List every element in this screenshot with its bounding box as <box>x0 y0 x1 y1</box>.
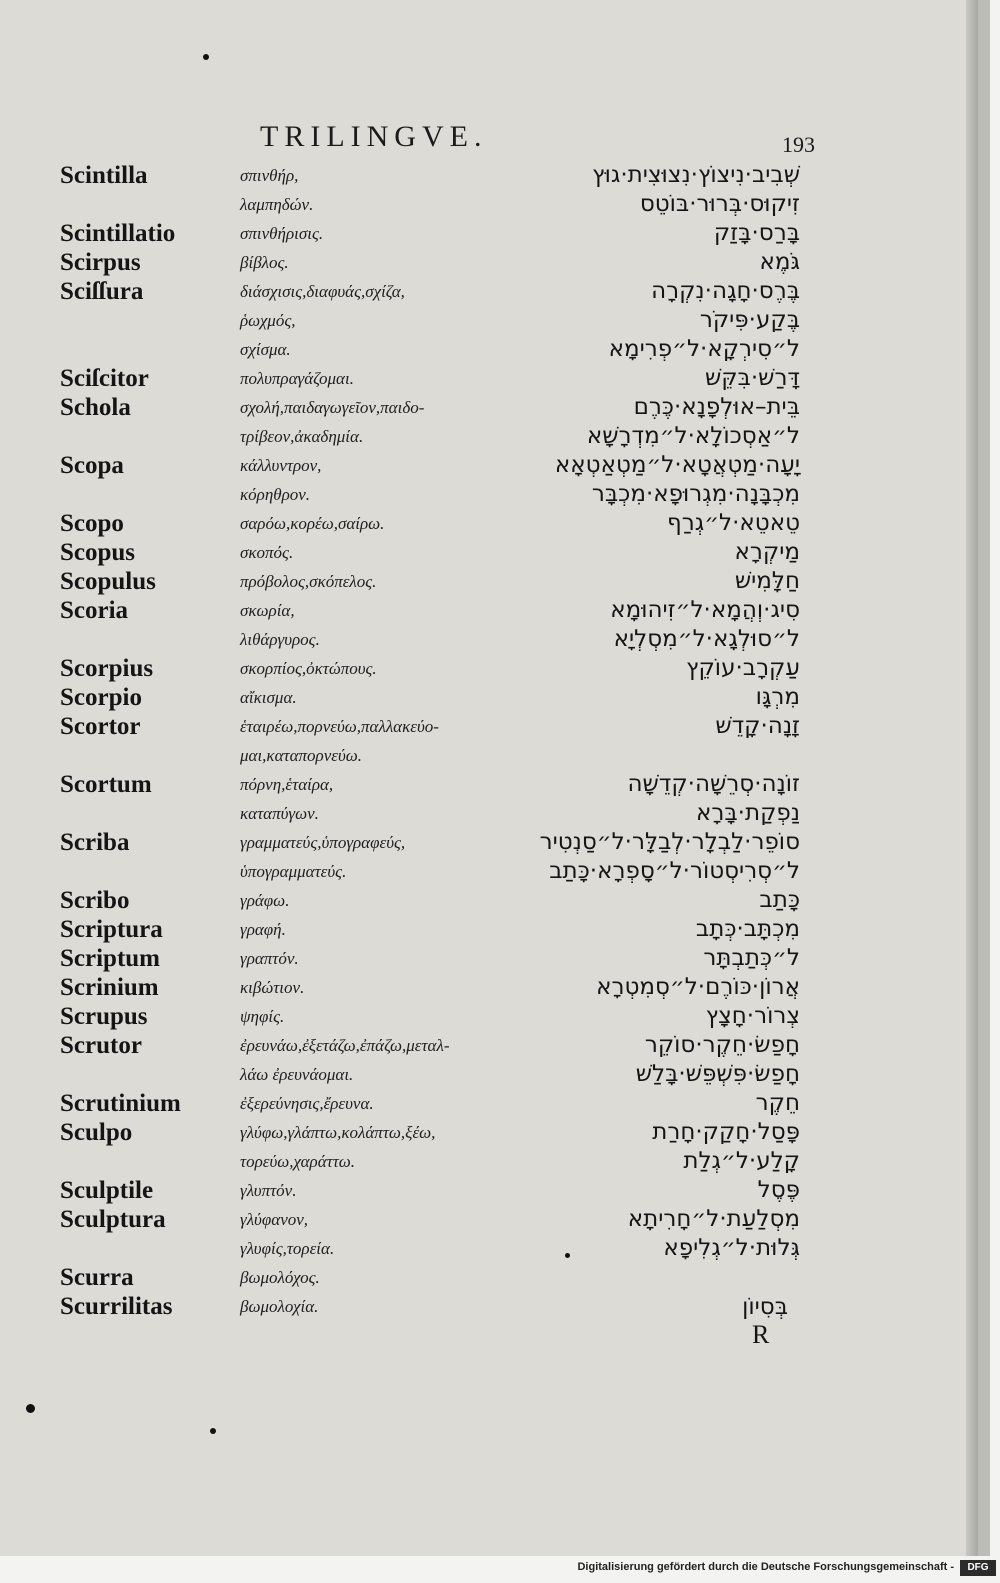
latin-headword: Scriptum <box>60 945 160 972</box>
entry-line <box>0 597 990 626</box>
entry-line <box>0 1177 990 1206</box>
greek-equivalent: κιβώτιον. <box>240 978 305 997</box>
entry-line <box>0 1119 990 1148</box>
greek-equivalent: μαι,καταπορνεύω. <box>240 746 362 765</box>
greek-equivalent: γραφή. <box>240 920 286 939</box>
hebrew-equivalent: זוֹנָה·סְרֵשָׁה·קְדֵשָׁה <box>627 771 800 797</box>
greek-equivalent: τρίβεον,ἀκαδημία. <box>240 427 364 446</box>
entry-line <box>0 742 990 771</box>
entry-line <box>0 1264 990 1293</box>
greek-equivalent: διάσχισις,διαφυάς,σχίζα, <box>240 282 405 301</box>
hebrew-equivalent: סִיג·וְהֲמָא·ל״זִיהוּמָא <box>610 597 800 623</box>
greek-equivalent: γράφω. <box>240 891 290 910</box>
latin-headword: Scirpus <box>60 249 141 276</box>
greek-equivalent: κόρηθρον. <box>240 485 311 504</box>
greek-equivalent: αἴκισμα. <box>240 688 297 707</box>
greek-equivalent: καταπύγων. <box>240 804 319 823</box>
greek-equivalent: πολυπραγάζομαι. <box>240 369 354 388</box>
hebrew-equivalent: טֵאטֵא·ל״גְרַף <box>667 510 800 536</box>
latin-headword: Scurra <box>60 1264 134 1291</box>
entry-line <box>0 1090 990 1119</box>
dfg-logo[interactable]: DFG <box>960 1560 996 1576</box>
greek-equivalent: σχίσμα. <box>240 340 291 359</box>
greek-equivalent: ῥωχμός, <box>240 311 296 330</box>
greek-equivalent: σκορπίος,ὀκτώπους. <box>240 659 377 678</box>
greek-equivalent: σχολή,παιδαγωγεῖον,παιδο- <box>240 398 425 417</box>
hebrew-equivalent: חָפַשׂ·חֵקֶר·סוֹקֵר <box>644 1032 800 1058</box>
closing-hebrew-word: בְּסִיוֹן <box>742 1294 788 1320</box>
page-number: 193 <box>782 132 815 157</box>
greek-equivalent: λάω ἐρευνάομαι. <box>240 1065 354 1084</box>
greek-equivalent: γραμματεύς,ὑπογραφεύς, <box>240 833 406 852</box>
greek-equivalent: γλυφίς,τορεία. <box>240 1239 335 1258</box>
entry-line <box>0 858 990 887</box>
latin-headword: Sciſcitor <box>60 365 149 392</box>
greek-equivalent: ψηφίς. <box>240 1007 285 1026</box>
greek-equivalent: ἑταιρέω,πορνεύω,παλλακεύο- <box>240 717 439 736</box>
latin-headword: Scrutinium <box>60 1090 181 1117</box>
entry-line <box>0 1235 990 1264</box>
greek-equivalent: σπινθήρισις. <box>240 224 324 243</box>
latin-headword: Scoria <box>60 597 129 624</box>
latin-headword: Sculpo <box>60 1119 133 1146</box>
greek-equivalent: λιθάργυρος. <box>240 630 320 649</box>
entry-line <box>0 771 990 800</box>
greek-equivalent: γραπτόν. <box>240 949 299 968</box>
greek-equivalent: βωμολόχος. <box>240 1268 320 1287</box>
hebrew-equivalent: בָּרַס·בָּזַק <box>713 220 800 246</box>
greek-equivalent: ἐρευνάω,ἐξετάζω,ἐπάζω,μεταλ- <box>240 1036 450 1055</box>
entry-line <box>0 887 990 916</box>
hebrew-equivalent: ל״אַסְכוֹלָא·ל״מִדְרָשָׁא <box>586 423 800 449</box>
latin-headword: Sculptile <box>60 1177 154 1204</box>
hebrew-equivalent: מִכְבָּנָה·מִגְרוּפָא·מִכְבָּר <box>591 481 800 507</box>
greek-equivalent: βωμολοχία. <box>240 1297 319 1316</box>
hebrew-equivalent: ל״סִירְקָא·ל״פְרִימָא <box>608 336 800 362</box>
hebrew-equivalent: פָּסַל·חָקַק·חָרַת <box>652 1119 800 1145</box>
hebrew-equivalent: מִכְתָּב·כְּתָב <box>695 916 800 942</box>
latin-headword: Sculptura <box>60 1206 166 1233</box>
entry-line <box>0 249 990 278</box>
entry-line <box>0 1206 990 1235</box>
entry-line <box>0 945 990 974</box>
greek-equivalent: βίβλος. <box>240 253 289 272</box>
latin-headword: Scribo <box>60 887 130 914</box>
entry-line <box>0 220 990 249</box>
entry-line <box>0 800 990 829</box>
hebrew-equivalent: מִרְגָּו <box>755 684 800 710</box>
latin-headword: Scrupus <box>60 1003 148 1030</box>
latin-headword: Scrinium <box>60 974 159 1001</box>
hebrew-equivalent: פֶּסֶל <box>757 1177 800 1203</box>
greek-equivalent: κάλλυντρον, <box>240 456 322 475</box>
greek-equivalent: γλύφω,γλάπτω,κολάπτω,ξέω, <box>240 1123 436 1142</box>
hebrew-equivalent: נַפְקַת·בָּרָא <box>696 800 800 826</box>
hebrew-equivalent: ל״כְּתַבְתָּר <box>703 945 800 971</box>
hebrew-equivalent: חָפַשׂ·פִּשְׁפֵּשׁ·בָּלַשׁ <box>635 1061 800 1087</box>
entry-line <box>0 1148 990 1177</box>
entry-line <box>0 655 990 684</box>
hebrew-equivalent: יָעָה·מַטְאֲטָא·ל״מַטְאַטְאָא <box>554 452 800 478</box>
entry-line <box>0 365 990 394</box>
greek-equivalent: γλύφανον, <box>240 1210 309 1229</box>
entry-line <box>0 539 990 568</box>
greek-equivalent: σπινθήρ, <box>240 166 299 185</box>
greek-equivalent: λαμπηδών. <box>240 195 314 214</box>
entry-line <box>0 916 990 945</box>
greek-equivalent: πόρνη,ἑταίρα, <box>240 775 334 794</box>
latin-headword: Scrutor <box>60 1032 142 1059</box>
hebrew-equivalent: עַקְרָב·עוֹקֵץ <box>686 655 800 681</box>
hebrew-equivalent: גֹּמֶא <box>759 249 800 275</box>
hebrew-equivalent: מִסְלַעַת·ל״חָרִיתָא <box>627 1206 800 1232</box>
entry-line <box>0 1003 990 1032</box>
hebrew-equivalent: צְרוֹר·חָצָץ <box>705 1003 800 1029</box>
entry-line <box>0 307 990 336</box>
greek-equivalent: τορεύω,χαράττω. <box>240 1152 356 1171</box>
latin-headword: Scopo <box>60 510 124 537</box>
hebrew-equivalent: בֶּקַע·פִּיקֹר <box>699 307 800 333</box>
entry-line <box>0 829 990 858</box>
hebrew-equivalent: מַיקְרָא <box>734 539 800 565</box>
entry-line <box>0 336 990 365</box>
entry-line <box>0 568 990 597</box>
latin-headword: Scortum <box>60 771 152 798</box>
greek-equivalent: γλυπτόν. <box>240 1181 297 1200</box>
latin-headword: Schola <box>60 394 131 421</box>
greek-equivalent: σκοπός. <box>240 543 294 562</box>
hebrew-equivalent: זָנָה·קָדֵשׁ <box>715 713 800 739</box>
hebrew-equivalent: בֵּית–אוּלְפָנָא·כֶּרֶם <box>633 394 800 420</box>
entry-line <box>0 510 990 539</box>
latin-headword: Scintillatio <box>60 220 176 247</box>
entry-line <box>0 1032 990 1061</box>
greek-equivalent: ὑπογραμματεύς. <box>240 862 347 881</box>
hebrew-equivalent: זִיקוּס·בְּרוּר·בּוֹטֵס <box>639 191 800 217</box>
entry-line <box>0 452 990 481</box>
entry-line <box>0 481 990 510</box>
digitization-credit: Digitalisierung gefördert durch die Deutsche Forschungsgemeinschaft - <box>577 1561 954 1573</box>
hebrew-equivalent: שְׁבִיב·נִיצוֹץ·נִצוּצִית·גוּץ <box>592 162 800 188</box>
hebrew-equivalent: ל״סוּלְגָא·ל״מִסְלְיָא <box>613 626 800 652</box>
entry-line <box>0 974 990 1003</box>
greek-equivalent: σαρόω,κορέω,σαίρω. <box>240 514 385 533</box>
greek-equivalent: πρόβολος,σκόπελος. <box>240 572 377 591</box>
running-head: TRILINGVE. <box>260 120 488 153</box>
latin-headword: Scriba <box>60 829 130 856</box>
entry-line <box>0 1061 990 1090</box>
greek-equivalent: ἐξερεύνησις,ἔρευνα. <box>240 1094 374 1113</box>
entry-line <box>0 191 990 220</box>
entry-line <box>0 394 990 423</box>
latin-headword: Scriptura <box>60 916 163 943</box>
hebrew-equivalent: חַלָּמִישׁ <box>734 568 800 594</box>
latin-headword: Scopus <box>60 539 136 566</box>
entry-line <box>0 626 990 655</box>
hebrew-equivalent: ל״סְרִיסְטוֹר·ל״סָפְרָא·כָּתַב <box>549 858 800 884</box>
latin-headword: Scorpio <box>60 684 142 711</box>
hebrew-equivalent: גְּלוּת·ל״גְלִיפָא <box>663 1235 800 1261</box>
entry-line <box>0 1293 990 1322</box>
entry-line <box>0 423 990 452</box>
greek-equivalent: σκωρία, <box>240 601 295 620</box>
hebrew-equivalent: קָלַע·ל״גְלַת <box>683 1148 800 1174</box>
hebrew-equivalent: כָּתַב <box>759 887 800 913</box>
entry-line <box>0 684 990 713</box>
entry-line <box>0 713 990 742</box>
latin-headword: Scintilla <box>60 162 148 189</box>
latin-headword: Sciſſura <box>60 278 144 305</box>
latin-headword: Scopa <box>60 452 124 479</box>
entry-line <box>0 162 990 191</box>
latin-headword: Scopulus <box>60 568 156 595</box>
latin-headword: Scurrilitas <box>60 1293 173 1320</box>
hebrew-equivalent: סוֹפֵר·לַבְלָר·לְבַלָּר·ל״סַנְטִיר <box>539 829 800 855</box>
signature-mark: R <box>752 1320 770 1349</box>
hebrew-equivalent: בֶּרֶס·חָגָה·נִקְרָה <box>651 278 800 304</box>
latin-headword: Scortor <box>60 713 141 740</box>
hebrew-equivalent: אֲרוֹן·כּוֹרֶם·ל״סְמִטְרָא <box>596 974 800 1000</box>
hebrew-equivalent: חֵקֶר <box>755 1090 800 1116</box>
latin-headword: Scorpius <box>60 655 154 682</box>
entry-line <box>0 278 990 307</box>
hebrew-equivalent: דָּרַשׁ·בִּקֵּשׁ <box>704 365 800 391</box>
